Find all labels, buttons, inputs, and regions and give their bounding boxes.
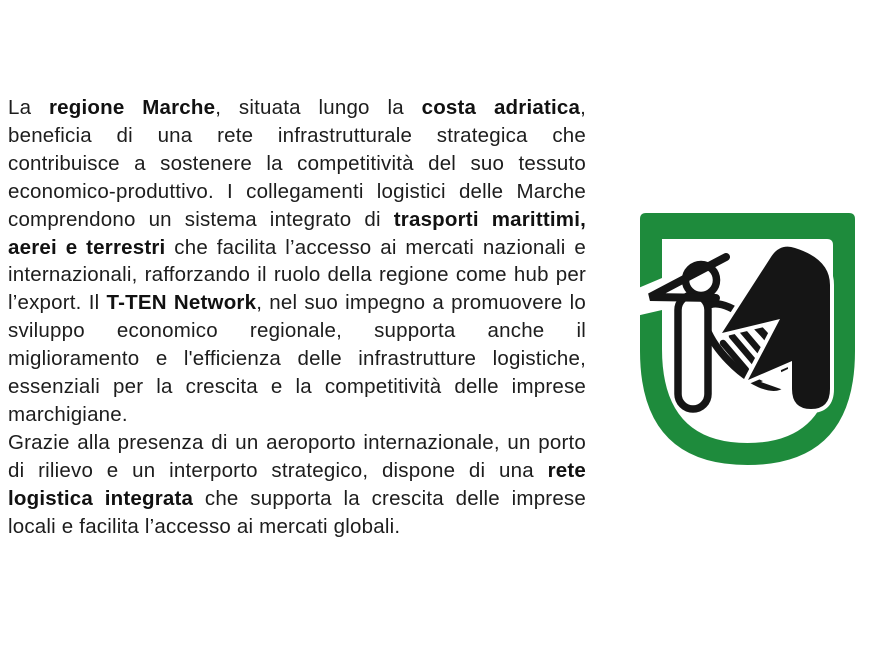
bold-text-run: costa adriatica [421, 96, 581, 119]
text-run: che supporta la crescita delle imprese locali e facilita l’accesso ai mercati globali. [8, 486, 586, 538]
article-text [8, 94, 586, 541]
text-run: , situata lungo la [215, 96, 422, 119]
bold-text-run: rete logistica integrata [8, 458, 586, 510]
paragraph [8, 94, 586, 429]
bold-text-run: trasporti marittimi, aerei e terrestri [8, 207, 586, 259]
bold-text-run: regione Marche [49, 96, 216, 119]
text-run: che facilita l’accesso ai mercati nazionali e internazionali, rafforzando il ruolo della regione come hub per l’export. Il [8, 235, 586, 315]
marche-shield-emblem-icon [630, 193, 893, 485]
text-run: , nel suo impegno a promuovere lo sviluppo economico regionale, supporta anche il miglioramento e l'efficienza delle infrastrutture logistiche, essenziali per la crescita e la competitività delle imprese marchigiane. [8, 291, 586, 426]
regione-marche-logo [630, 193, 893, 485]
bold-text-run: T-TEN Network [106, 291, 257, 315]
text-run: , beneficia di una rete infrastrutturale strategica che contribuisce a sostenere la competitività del suo tessuto economico-produttivo. I collegamenti logistici delle Marche comprendono un sistema integrato di [8, 96, 586, 231]
paragraph [8, 429, 586, 541]
text-run: Grazie alla presenza di un aeroporto internazionale, un porto di rilievo e un interporto strategico, dispone di una [8, 430, 586, 482]
text-run: La [8, 96, 49, 119]
bird-body [678, 295, 708, 409]
